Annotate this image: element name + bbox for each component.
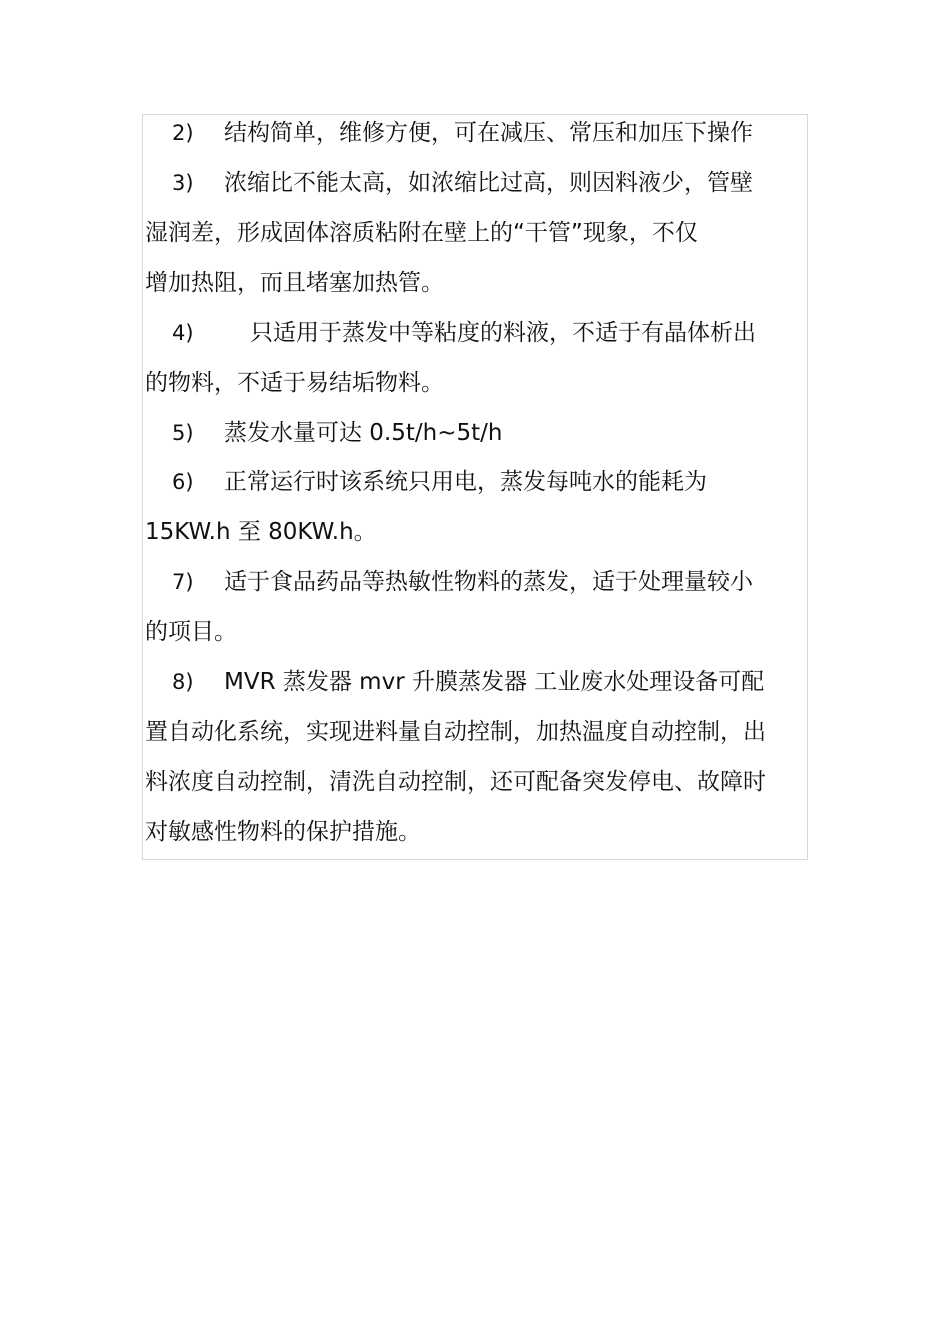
item-7-line-1: 适于食品药品等热敏性物料的蒸发，适于处理量较小 [224, 569, 753, 595]
item-8-line-4: 对敏感性物料的保护措施。 [145, 819, 421, 845]
item-number-5: 5) [172, 421, 194, 445]
item-number-3: 3) [172, 171, 194, 195]
item-number-4: 4) [172, 321, 194, 345]
item-5-line-1: 蒸发水量可达 0.5t/h~5t/h [224, 420, 503, 446]
item-2-line-1: 结构简单，维修方便，可在减压、常压和加压下操作 [224, 120, 753, 146]
item-3-line-2: 湿润差，形成固体溶质粘附在壁上的“干管”现象，不仅 [145, 220, 698, 246]
item-8-line-2: 置自动化系统，实现进料量自动控制，加热温度自动控制，出 [145, 719, 766, 745]
item-3-line-1: 浓缩比不能太高，如浓缩比过高，则因料液少，管壁 [224, 170, 753, 196]
item-8-line-1: MVR 蒸发器 mvr 升膜蒸发器 工业废水处理设备可配 [224, 669, 765, 695]
item-number-2: 2) [172, 121, 194, 145]
item-8-line-3: 料浓度自动控制，清洗自动控制，还可配备突发停电、故障时 [145, 769, 766, 795]
item-6-line-2: 15KW.h 至 80KW.h。 [145, 519, 377, 545]
item-3-line-3: 增加热阻，而且堵塞加热管。 [145, 270, 444, 296]
item-4-line-1: 只适用于蒸发中等粘度的料液，不适于有晶体析出 [250, 320, 756, 346]
item-7-line-2: 的项目。 [145, 619, 237, 645]
item-6-line-1: 正常运行时该系统只用电，蒸发每吨水的能耗为 [224, 469, 707, 495]
item-4-line-2: 的物料，不适于易结垢物料。 [145, 370, 444, 396]
item-number-8: 8) [172, 670, 194, 694]
item-number-6: 6) [172, 470, 194, 494]
item-number-7: 7) [172, 570, 194, 594]
